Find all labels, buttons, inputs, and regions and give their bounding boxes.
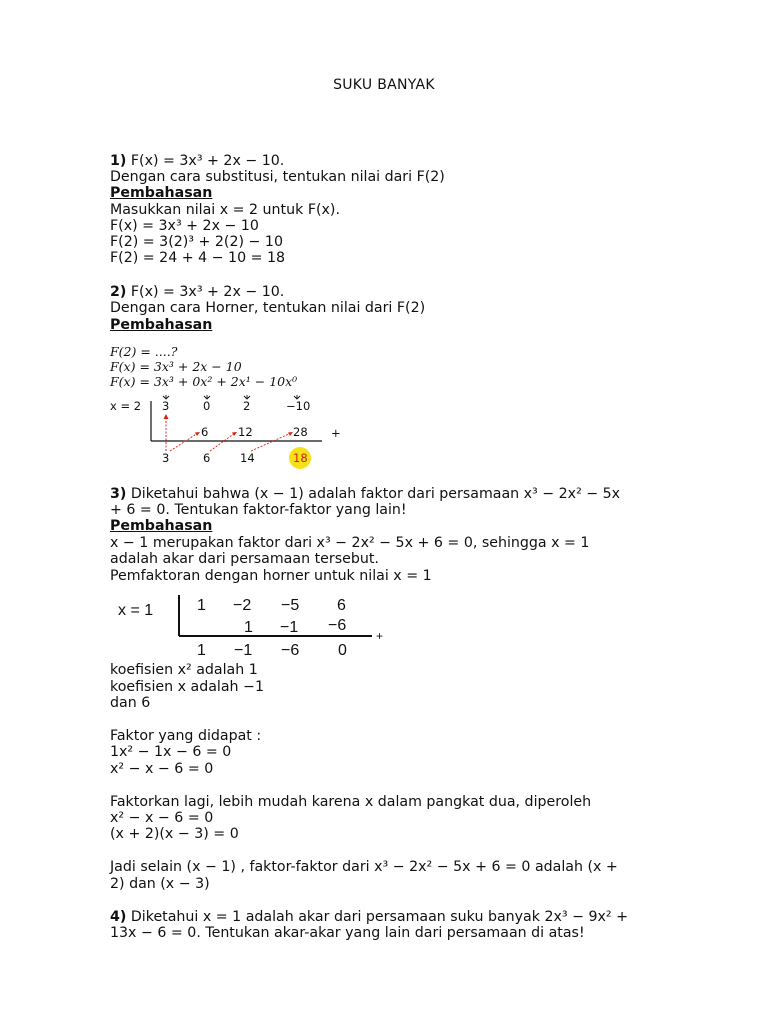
q4-statement-text: Diketahui x = 1 adalah akar dari persamaan suku banyak 2x³ − 9x² +	[130, 909, 628, 925]
q1-step-2: F(x) = 3x³ + 2x − 10	[110, 218, 259, 234]
q3-conclusion-2: 2) dan (x − 3)	[110, 876, 210, 892]
q2-product-1: 6	[201, 425, 209, 439]
q3-plus-sign: +	[376, 629, 384, 643]
q3-heading: Pembahasan	[110, 518, 213, 534]
q3-further-factoring: Faktorkan lagi, lebih mudah karena x dalam pangkat dua, diperoleh	[110, 794, 592, 810]
q2-number: 2)	[110, 284, 127, 300]
q3-coefficient-3: dan 6	[110, 695, 151, 711]
page-title: SUKU BANYAK	[333, 77, 435, 93]
q2-horner-diagram	[110, 395, 360, 475]
q2-plus-sign: +	[331, 426, 341, 440]
q1-step-4: F(2) = 24 + 4 − 10 = 18	[110, 250, 286, 266]
q2-statement	[110, 284, 284, 300]
q3-explanation-3: Pemfaktoran dengan horner untuk nilai x = 1	[110, 568, 432, 584]
q3-horner-diagram	[110, 588, 400, 660]
q2-math-line-3: F(x) = 3x³ + 0x² + 2x¹ − 10x⁰	[110, 374, 298, 389]
q2-math-line-1: F(2) = ....?	[110, 344, 178, 359]
q2-product-3: 28	[293, 425, 308, 439]
q3-further-line-2: (x + 2)(x − 3) = 0	[110, 826, 239, 842]
q3-statement-text: Diketahui bahwa (x − 1) adalah faktor dari persamaan x³ − 2x² − 5x	[130, 486, 621, 502]
q1-function: F(x) = 3x³ + 2x − 10.	[130, 153, 285, 169]
q3-coefficient-1: koefisien x² adalah 1	[110, 662, 258, 678]
q3-statement-line-1	[110, 486, 620, 502]
q3-factor-heading: Faktor yang didapat :	[110, 728, 262, 744]
q2-heading: Pembahasan	[110, 317, 213, 333]
q2-math-line-2: F(x) = 3x³ + 2x − 10	[110, 359, 242, 374]
q1-instruction: Dengan cara substitusi, tentukan nilai dari F(2)	[110, 169, 445, 185]
q3-product-3: −6	[328, 617, 347, 634]
q3-explanation-1: x − 1 merupakan faktor dari x³ − 2x² − 5x + 6 = 0, sehingga x = 1	[110, 535, 590, 551]
red-arrowheads	[164, 414, 294, 436]
q4-statement-line-2: 13x − 6 = 0. Tentukan akar-akar yang lain dari persamaan di atas!	[110, 925, 585, 941]
red-arrows	[166, 417, 291, 451]
q2-result-4: 18	[293, 451, 308, 465]
q1-step-1: Masukkan nilai x = 2 untuk F(x).	[110, 202, 340, 218]
q3-coeff-4: 6	[337, 597, 346, 614]
q3-result-1: 1	[197, 642, 206, 659]
q2-result-3: 14	[240, 451, 255, 465]
q2-coeff-2: 0	[203, 399, 211, 413]
q2-horner-x-label: x = 2	[110, 399, 142, 413]
q3-product-2: −1	[280, 619, 299, 636]
q2-result-1: 3	[162, 451, 170, 465]
q1-step-3: F(2) = 3(2)³ + 2(2) − 10	[110, 234, 283, 250]
q3-number: 3)	[110, 486, 127, 502]
q2-product-2: 12	[238, 425, 253, 439]
q2-coeff-3: 2	[243, 399, 251, 413]
q4-number: 4)	[110, 909, 127, 925]
q2-function: F(x) = 3x³ + 2x − 10.	[130, 284, 285, 300]
q2-result-2: 6	[203, 451, 211, 465]
q1-statement	[110, 153, 284, 169]
q3-factor-line-2: x² − x − 6 = 0	[110, 761, 214, 777]
q3-factor-line-1: 1x² − 1x − 6 = 0	[110, 744, 232, 760]
q1-number: 1)	[110, 153, 127, 169]
q3-coeff-3: −5	[281, 597, 300, 614]
q2-instruction: Dengan cara Horner, tentukan nilai dari F(2)	[110, 300, 426, 316]
q3-coeff-1: 1	[197, 597, 206, 614]
q3-explanation-2: adalah akar dari persamaan tersebut.	[110, 551, 379, 567]
q3-statement-line-2: + 6 = 0. Tentukan faktor-faktor yang lain!	[110, 502, 407, 518]
q2-coeff-1: 3	[162, 399, 170, 413]
q3-further-line-1: x² − x − 6 = 0	[110, 810, 214, 826]
q3-product-1: 1	[244, 619, 253, 636]
q3-result-3: −6	[281, 642, 300, 659]
q3-coeff-2: −2	[233, 597, 252, 614]
q2-coeff-4: −10	[286, 399, 311, 413]
down-arrows	[163, 395, 300, 399]
q3-coefficient-2: koefisien x adalah −1	[110, 679, 264, 695]
q3-horner-x-label: x = 1	[118, 602, 154, 619]
q3-result-4: 0	[338, 642, 347, 659]
q3-result-2: −1	[234, 642, 253, 659]
q3-conclusion-1: Jadi selain (x − 1) , faktor-faktor dari x³ − 2x² − 5x + 6 = 0 adalah (x +	[110, 859, 618, 875]
q4-statement-line-1	[110, 909, 628, 925]
q1-heading: Pembahasan	[110, 185, 213, 201]
